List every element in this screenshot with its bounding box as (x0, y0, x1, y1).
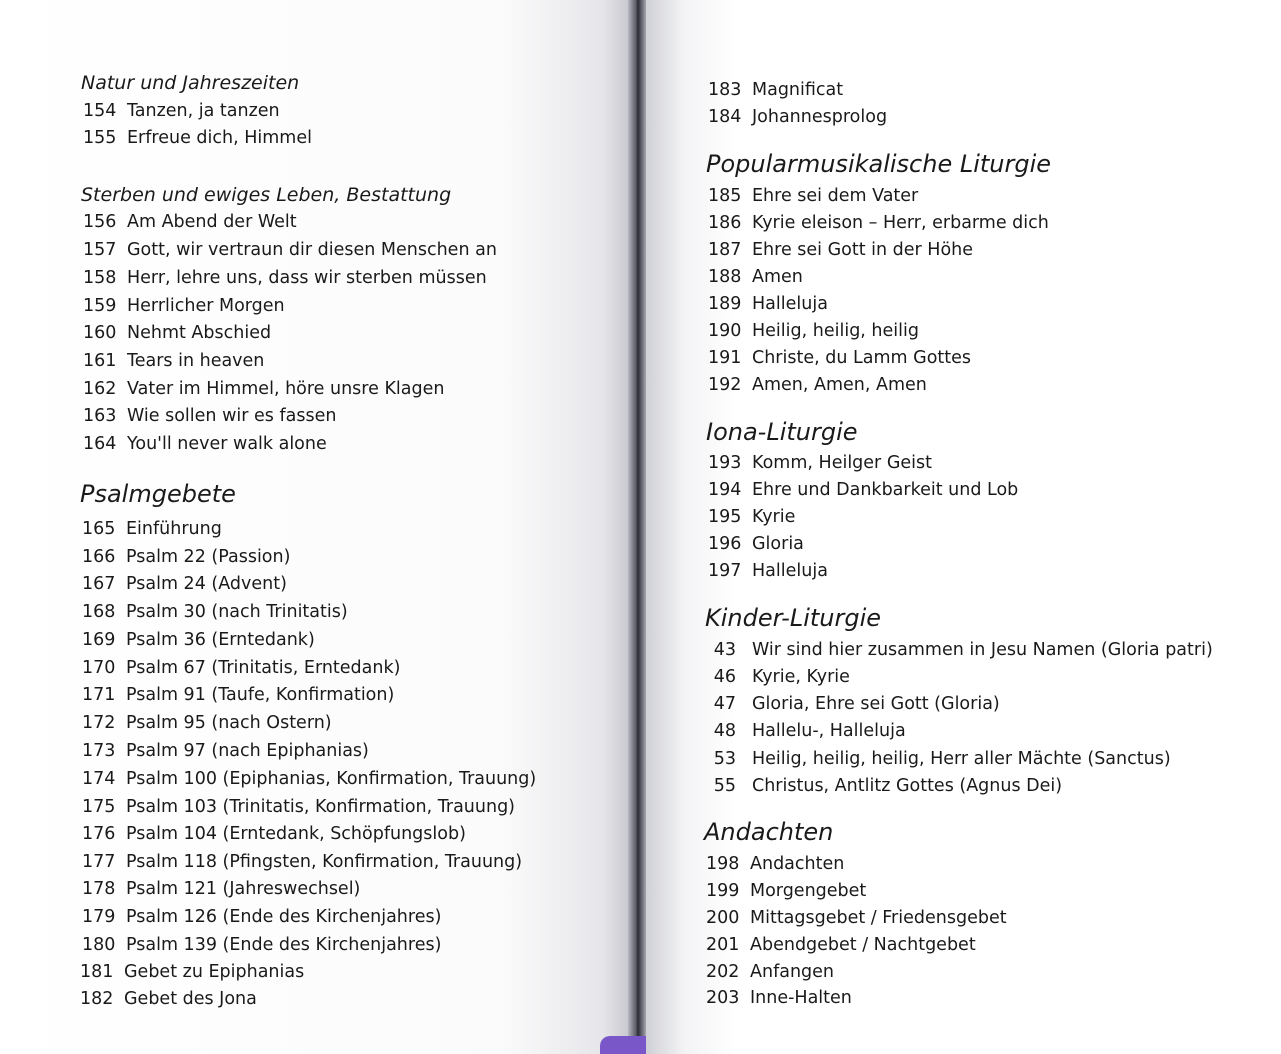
list-item (706, 961, 834, 983)
entry-number: 203 (706, 988, 740, 1008)
entry-title: Psalm 91 (Taufe, Konfirmation) (126, 685, 395, 705)
list-item (706, 987, 852, 1009)
entry-number: 199 (706, 881, 740, 901)
entry-number: 53 (713, 749, 736, 769)
list-item (83, 295, 285, 317)
entry-number: 173 (82, 741, 116, 761)
entry-number: 192 (708, 375, 742, 395)
entry-number: 186 (708, 213, 742, 233)
left-page (0, 0, 628, 1054)
list-item (708, 374, 927, 396)
list-item (82, 601, 348, 623)
entry-number: 168 (82, 602, 116, 622)
list-item (82, 934, 441, 956)
list-item (83, 100, 280, 122)
entry-title: Psalm 36 (Erntedank) (126, 630, 315, 650)
entry-number: 154 (83, 101, 117, 121)
entry-number: 190 (708, 321, 742, 341)
entry-number: 160 (83, 323, 117, 343)
list-item (708, 212, 1049, 234)
entry-number: 170 (82, 658, 116, 678)
list-item (708, 775, 1062, 797)
list-item (708, 239, 973, 261)
list-item (82, 796, 515, 818)
entry-number: 183 (708, 80, 742, 100)
entry-number: 163 (83, 406, 117, 426)
entry-title: Nehmt Abschied (127, 323, 272, 343)
section-title-psalmgebete: Psalmgebete (80, 480, 236, 508)
entry-number: 177 (82, 852, 116, 872)
entry-number: 166 (82, 547, 116, 567)
list-item (82, 878, 360, 900)
entry-title: Herr, lehre uns, dass wir sterben müssen (127, 268, 487, 288)
list-item (708, 666, 850, 688)
list-item (82, 546, 290, 568)
book-spine (628, 0, 646, 1054)
entry-title: Hallelu-, Halleluja (752, 721, 906, 741)
list-item (708, 533, 804, 555)
list-item (708, 452, 932, 474)
entry-number: 165 (82, 519, 116, 539)
entry-number: 200 (706, 908, 740, 928)
list-item (708, 560, 828, 582)
entry-title: Herrlicher Morgen (127, 296, 285, 316)
entry-title: Ehre und Dankbarkeit und Lob (752, 480, 1019, 500)
list-item (706, 880, 866, 902)
entry-number: 195 (708, 507, 742, 527)
entry-title: Johannesprolog (752, 107, 888, 127)
entry-number: 188 (708, 267, 742, 287)
entry-title: Psalm 67 (Trinitatis, Erntedank) (126, 658, 401, 678)
entry-title: Tanzen, ja tanzen (127, 101, 280, 121)
entry-title: Halleluja (752, 294, 828, 314)
entry-number: 169 (82, 630, 116, 650)
entry-title: Vater im Himmel, höre unsre Klagen (127, 379, 445, 399)
list-item (82, 573, 287, 595)
entry-title: Andachten (750, 854, 845, 874)
list-item (82, 657, 400, 679)
entry-number: 196 (708, 534, 742, 554)
entry-title: Heilig, heilig, heilig, Herr aller Mächte (Sanctus) (752, 749, 1171, 769)
list-item (83, 239, 497, 261)
list-item (708, 293, 828, 315)
entry-number: 179 (82, 907, 116, 927)
entry-title: Ehre sei Gott in der Höhe (752, 240, 974, 260)
entry-number: 161 (83, 351, 117, 371)
entry-title: Anfangen (750, 962, 835, 982)
list-item (706, 853, 844, 875)
list-item (83, 267, 487, 289)
entry-title: Gott, wir vertraun dir diesen Menschen an (127, 240, 497, 260)
entry-title: Wir sind hier zusammen in Jesu Namen (Gloria patri) (752, 640, 1213, 660)
list-item (706, 907, 1007, 929)
right-page (646, 0, 1281, 1054)
entry-number: 201 (706, 935, 740, 955)
list-item (708, 693, 1000, 715)
entry-title: Tears in heaven (127, 351, 265, 371)
entry-title: Erfreue dich, Himmel (127, 128, 312, 148)
entry-title: You'll never walk alone (127, 434, 327, 454)
entry-title: Psalm 22 (Passion) (126, 547, 291, 567)
entry-title: Psalm 104 (Erntedank, Schöpfungslob) (126, 824, 466, 844)
entry-title: Mittagsgebet / Friedensgebet (750, 908, 1007, 928)
section-title-iona-liturgie: Iona-Liturgie (706, 418, 858, 446)
list-item (82, 906, 441, 928)
entry-number: 198 (706, 854, 740, 874)
list-item (708, 479, 1018, 501)
entry-number: 46 (713, 667, 736, 687)
entry-number: 48 (713, 721, 736, 741)
list-item (83, 350, 264, 372)
entry-title: Heilig, heilig, heilig (752, 321, 919, 341)
list-item (83, 378, 444, 400)
section-title-andachten: Andachten (704, 818, 834, 846)
list-item (82, 629, 315, 651)
entry-title: Psalm 103 (Trinitatis, Konfirmation, Trauung) (126, 797, 516, 817)
entry-title: Psalm 139 (Ende des Kirchenjahres) (126, 935, 442, 955)
list-item (708, 320, 919, 342)
entry-number: 47 (713, 694, 736, 714)
entry-number: 43 (713, 640, 736, 660)
list-item (83, 433, 327, 455)
list-item (83, 211, 297, 233)
entry-number: 155 (83, 128, 117, 148)
list-item (82, 768, 536, 790)
list-item (82, 851, 522, 873)
entry-title: Ehre sei dem Vater (752, 186, 919, 206)
entry-title: Psalm 30 (nach Trinitatis) (126, 602, 348, 622)
entry-number: 185 (708, 186, 742, 206)
list-item (708, 720, 906, 742)
entry-number: 180 (82, 935, 116, 955)
entry-number: 164 (83, 434, 117, 454)
entry-number: 182 (80, 989, 114, 1009)
entry-number: 156 (83, 212, 117, 232)
entry-title: Christus, Antlitz Gottes (Agnus Dei) (752, 776, 1063, 796)
entry-number: 181 (80, 962, 114, 982)
entry-number: 157 (83, 240, 117, 260)
entry-number: 159 (83, 296, 117, 316)
entry-title: Psalm 121 (Jahreswechsel) (126, 879, 361, 899)
list-item (708, 748, 1171, 770)
entry-title: Amen, Amen, Amen (752, 375, 927, 395)
entry-number: 197 (708, 561, 742, 581)
list-item (708, 347, 971, 369)
list-item (82, 518, 222, 540)
entry-number: 171 (82, 685, 116, 705)
list-item (708, 79, 843, 101)
list-item (708, 106, 887, 128)
entry-number: 193 (708, 453, 742, 473)
entry-number: 191 (708, 348, 742, 368)
entry-title: Gloria, Ehre sei Gott (Gloria) (752, 694, 1000, 714)
section-title-popularmusikalische-liturgie: Popularmusikalische Liturgie (706, 150, 1052, 178)
section-title-natur: Natur und Jahreszeiten (81, 72, 300, 94)
entry-title: Psalm 97 (nach Epiphanias) (126, 741, 369, 761)
entry-number: 184 (708, 107, 742, 127)
list-item (80, 961, 304, 983)
entry-number: 202 (706, 962, 740, 982)
list-item (80, 988, 257, 1010)
entry-title: Psalm 126 (Ende des Kirchenjahres) (126, 907, 442, 927)
list-item (708, 506, 795, 528)
entry-number: 162 (83, 379, 117, 399)
entry-title: Abendgebet / Nachtgebet (750, 935, 976, 955)
list-item (708, 639, 1213, 661)
entry-title: Magnificat (752, 80, 844, 100)
entry-title: Wie sollen wir es fassen (127, 406, 337, 426)
entry-number: 187 (708, 240, 742, 260)
entry-title: Psalm 24 (Advent) (126, 574, 287, 594)
entry-title: Gloria (752, 534, 804, 554)
list-item (706, 934, 976, 956)
entry-number: 55 (713, 776, 736, 796)
section-title-kinder-liturgie: Kinder-Liturgie (705, 604, 882, 632)
list-item (82, 684, 394, 706)
entry-title: Am Abend der Welt (127, 212, 297, 232)
entry-number: 158 (83, 268, 117, 288)
entry-title: Komm, Heilger Geist (752, 453, 932, 473)
list-item (82, 740, 369, 762)
list-item (83, 405, 336, 427)
entry-title: Inne-Halten (750, 988, 852, 1008)
list-item (82, 823, 466, 845)
entry-number: 178 (82, 879, 116, 899)
entry-number: 176 (82, 824, 116, 844)
entry-title: Kyrie eleison – Herr, erbarme dich (752, 213, 1049, 233)
list-item (82, 712, 332, 734)
entry-number: 172 (82, 713, 116, 733)
entry-title: Psalm 95 (nach Ostern) (126, 713, 332, 733)
list-item (708, 266, 803, 288)
entry-number: 174 (82, 769, 116, 789)
list-item (83, 322, 271, 344)
entry-title: Gebet zu Epiphanias (124, 962, 305, 982)
list-item (708, 185, 918, 207)
entry-title: Kyrie (752, 507, 796, 527)
list-item (83, 127, 312, 149)
entry-number: 167 (82, 574, 116, 594)
entry-title: Gebet des Jona (124, 989, 257, 1009)
entry-title: Kyrie, Kyrie (752, 667, 850, 687)
entry-title: Morgengebet (750, 881, 867, 901)
entry-title: Halleluja (752, 561, 828, 581)
section-title-sterben: Sterben und ewiges Leben, Bestattung (81, 184, 452, 206)
entry-title: Christe, du Lamm Gottes (752, 348, 972, 368)
entry-number: 194 (708, 480, 742, 500)
entry-number: 175 (82, 797, 116, 817)
entry-number: 189 (708, 294, 742, 314)
entry-title: Psalm 100 (Epiphanias, Konfirmation, Trauung) (126, 769, 537, 789)
entry-title: Psalm 118 (Pfingsten, Konfirmation, Trauung) (126, 852, 523, 872)
entry-title: Amen (752, 267, 803, 287)
entry-title: Einführung (126, 519, 222, 539)
